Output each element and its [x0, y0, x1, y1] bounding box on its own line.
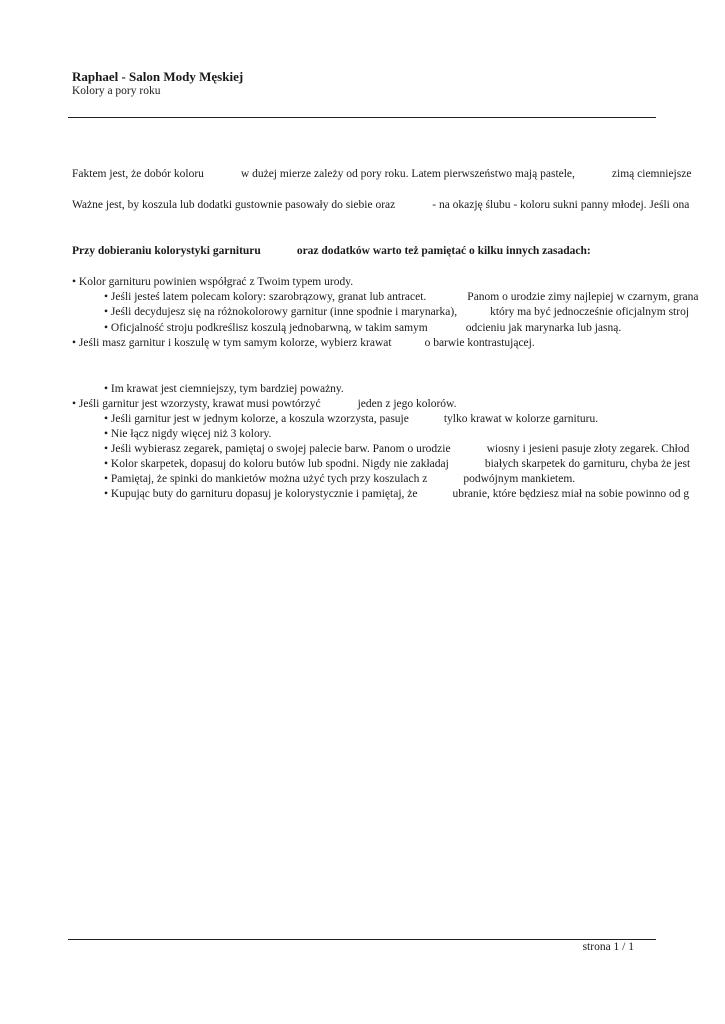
list-item-text: • Jeśli decydujesz się na różnokolorowy garnitur (inne spodnie i marynarka), — [104, 306, 458, 318]
document-title: Raphael - Salon Mody Męskiej — [72, 69, 244, 84]
heading-text: oraz dodatków warto też pamiętać o kilku innych zasadach: — [296, 245, 591, 257]
paragraph-seasons — [72, 168, 691, 180]
heading-text: Przy dobieraniu kolorystyki garnituru — [72, 245, 261, 257]
list-item-text: białych skarpetek do garnituru, chyba że jest — [484, 458, 691, 470]
list-item-text: który ma być jednocześnie oficjalnym stroj — [490, 306, 690, 318]
list-item-text: • Jeśli masz garnitur i koszulę w tym samym kolorze, wybierz krawat — [72, 337, 392, 349]
list-item — [104, 473, 575, 485]
list-item-text: odcieniu jak marynarka lub jasną. — [465, 322, 622, 334]
list-item-text: • Kolor garnituru powinien współgrać z Twoim typem urody. — [72, 276, 354, 288]
list-item-text: • Jeśli garnitur jest w jednym kolorze, a koszula wzorzysta, pasuje — [104, 413, 409, 425]
list-item — [72, 337, 535, 349]
paragraph-text: - na okazję ślubu - koloru sukni panny młodej. Jeśli ona — [432, 199, 690, 211]
list-item-text: • Jeśli wybierasz zegarek, pamiętaj o swojej palecie barw. Panom o urodzie — [104, 443, 451, 455]
list-item — [104, 383, 344, 395]
header-divider — [68, 117, 656, 118]
list-item — [104, 428, 271, 440]
list-item-text: • Pamiętaj, że spinki do mankietów można użyć tych przy koszulach z — [104, 473, 428, 485]
section-heading — [72, 245, 591, 257]
paragraph-matching — [72, 199, 689, 211]
list-item-text: wiosny i jesieni pasuje złoty zegarek. Chłod — [486, 443, 690, 455]
list-item — [104, 291, 699, 303]
list-item-text: ubranie, które będziesz miał na sobie powinno od g — [452, 488, 690, 500]
list-item-text: podwójnym mankietem. — [463, 473, 576, 485]
page-number: strona 1 / 1 — [582, 941, 634, 953]
list-item — [72, 276, 353, 288]
paragraph-text: w dużej mierze zależy od pory roku. Latem pierwszeństwo mają pastele, — [240, 168, 575, 180]
paragraph-text: Ważne jest, by koszula lub dodatki gustownie pasowały do siebie oraz — [72, 199, 396, 211]
list-item-text: • Nie łącz nigdy więcej niż 3 kolory. — [104, 428, 272, 440]
list-item — [104, 458, 690, 470]
paragraph-text: Faktem jest, że dobór koloru — [72, 168, 204, 180]
document-subtitle: Kolory a pory roku — [72, 85, 161, 97]
list-item — [72, 398, 456, 410]
list-item-text: • Kupując buty do garnituru dopasuj je kolorystycznie i pamiętaj, że — [104, 488, 418, 500]
list-item-text: jeden z jego kolorów. — [357, 398, 457, 410]
list-item — [104, 306, 689, 318]
list-item — [104, 322, 621, 334]
list-item — [104, 488, 689, 500]
list-item-text: tylko krawat w kolorze garnituru. — [443, 413, 599, 425]
footer-divider — [68, 939, 656, 940]
list-item — [104, 413, 598, 425]
list-item-text: o barwie kontrastującej. — [424, 337, 535, 349]
list-item-text: • Im krawat jest ciemniejszy, tym bardziej poważny. — [104, 383, 344, 395]
list-item-text: • Oficjalność stroju podkreślisz koszulą jednobarwną, w takim samym — [104, 322, 428, 334]
paragraph-text: zimą ciemniejsze — [611, 168, 692, 180]
list-item — [104, 443, 689, 455]
list-item-text: • Jeśli jesteś latem polecam kolory: szarobrązowy, granat lub antracet. — [104, 291, 427, 303]
list-item-text: • Kolor skarpetek, dopasuj do koloru butów lub spodni. Nigdy nie zakładaj — [104, 458, 449, 470]
list-item-text: Panom o urodzie zimy najlepiej w czarnym, grana — [467, 291, 699, 303]
list-item-text: • Jeśli garnitur jest wzorzysty, krawat musi powtórzyć — [72, 398, 321, 410]
